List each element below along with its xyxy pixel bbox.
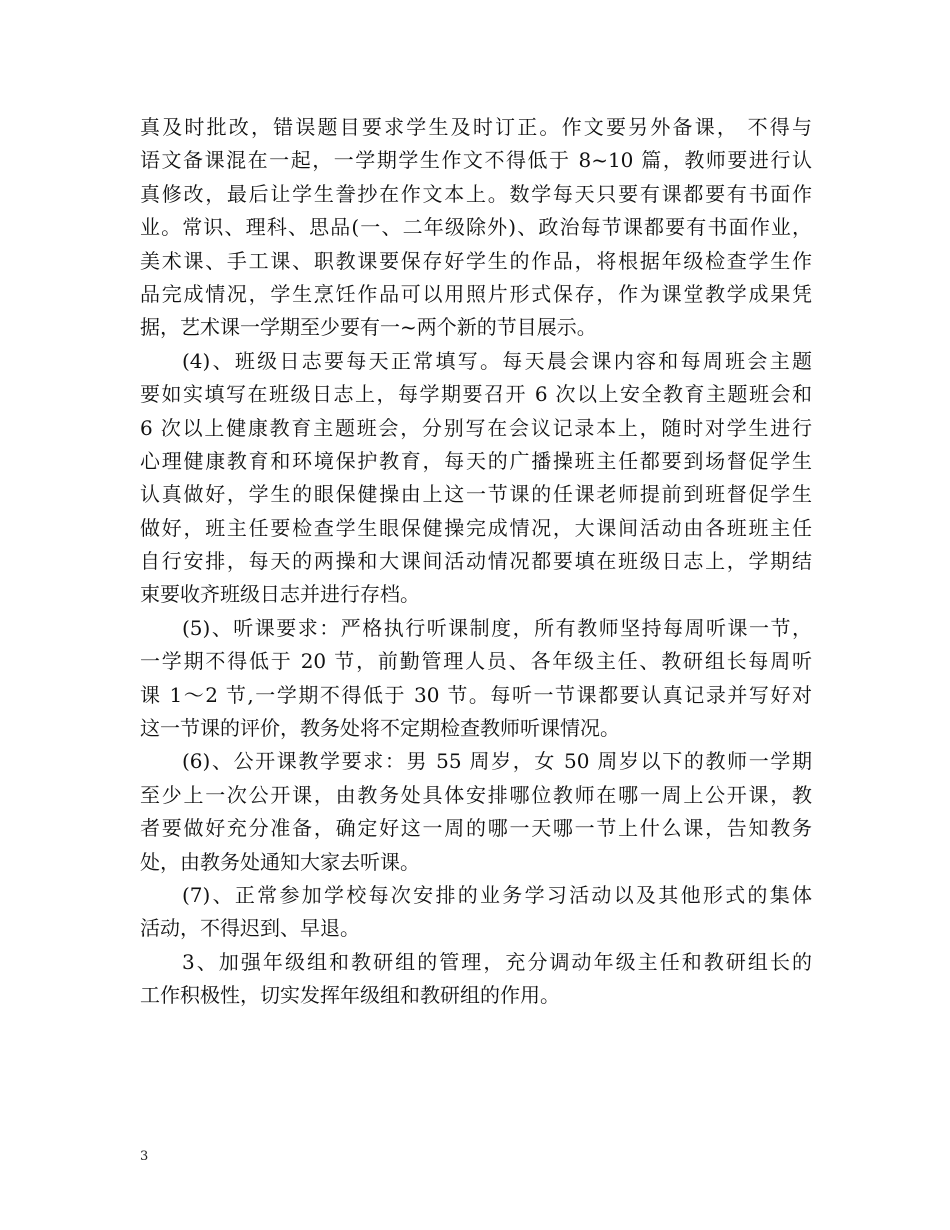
text-line: 真及时批改，错误题目要求学生及时订正。作文要另外备课， 不得与 — [140, 115, 812, 139]
text-line: 据，艺术课一学期至少要有一~两个新的节目展示。 — [140, 315, 597, 340]
text-line: (7)、正常参加学校每次安排的业务学习活动以及其他形式的集体 — [182, 882, 812, 907]
text-line: 3、加强年级组和教研组的管理，充分调动年级主任和教研组长的 — [182, 949, 812, 974]
text-line: 工作积极性，切实发挥年级组和教研组的作用。 — [140, 983, 560, 1008]
text-line: 者要做好充分准备，确定好这一周的哪一天哪一节上什么课，告知教务 — [140, 816, 812, 841]
text-line: 束要收齐班级日志并进行存档。 — [140, 582, 420, 607]
document-body — [140, 111, 812, 1013]
text-line: (5)、听课要求：严格执行听课制度，所有教师坚持每周听课一节， — [182, 615, 812, 640]
text-line: 认真做好，学生的眼保健操由上这一节课的任课老师提前到班督促学生 — [140, 482, 812, 507]
text-line: 真修改，最后让学生誊抄在作文本上。数学每天只要有课都要有书面作 — [140, 181, 812, 206]
text-line: 6 次以上健康教育主题班会，分别写在会议记录本上，随时对学生进行 — [140, 415, 812, 440]
paragraph-study-activities — [140, 879, 812, 946]
text-line: 这一节课的评价，教务处将不定期检查教师听课情况。 — [140, 716, 620, 741]
text-line: 活动，不得迟到、早退。 — [140, 916, 360, 941]
text-line: 至少上一次公开课，由教务处具体安排哪位教师在哪一周上公开课，教 — [140, 782, 812, 807]
text-line: 品完成情况，学生烹饪作品可以用照片形式保存，作为课堂教学成果凭 — [140, 281, 812, 306]
text-line: 课 1～2 节,一学期不得低于 30 节。每听一节课都要认真记录并写好对 — [140, 682, 812, 707]
text-line: 要如实填写在班级日志上，每学期要召开 6 次以上安全教育主题班会和 — [140, 382, 812, 407]
text-line: 语文备课混在一起，一学期学生作文不得低于 8~10 篇，教师要进行认 — [140, 148, 812, 173]
page-number: 3 — [140, 1149, 149, 1164]
paragraph-homework — [140, 111, 812, 345]
text-line: (4)、班级日志要每天正常填写。每天晨会课内容和每周班会主题 — [182, 348, 812, 373]
text-line: 一学期不得低于 20 节，前勤管理人员、各年级主任、教研组长每周听 — [140, 649, 812, 674]
text-line: 自行安排，每天的两操和大课间活动情况都要填在班级日志上，学期结 — [140, 549, 812, 574]
paragraph-grade-group-management — [140, 946, 812, 1013]
text-line: 心理健康教育和环境保护教育，每天的广播操班主任都要到场督促学生 — [140, 448, 812, 473]
paragraph-open-class — [140, 745, 812, 879]
text-line: 业。常识、理科、思品(一、二年级除外)、政治每节课都要有书面作业， — [140, 215, 812, 240]
text-line: (6)、公开课教学要求：男 55 周岁，女 50 周岁以下的教师一学期 — [182, 749, 812, 774]
paragraph-lesson-observation — [140, 612, 812, 746]
paragraph-class-log — [140, 345, 812, 612]
text-line: 处，由教务处通知大家去听课。 — [140, 849, 420, 874]
text-line: 做好，班主任要检查学生眼保健操完成情况，大课间活动由各班班主任 — [140, 515, 812, 540]
text-line: 美术课、手工课、职教课要保存好学生的作品，将根据年级检查学生作 — [140, 248, 812, 273]
